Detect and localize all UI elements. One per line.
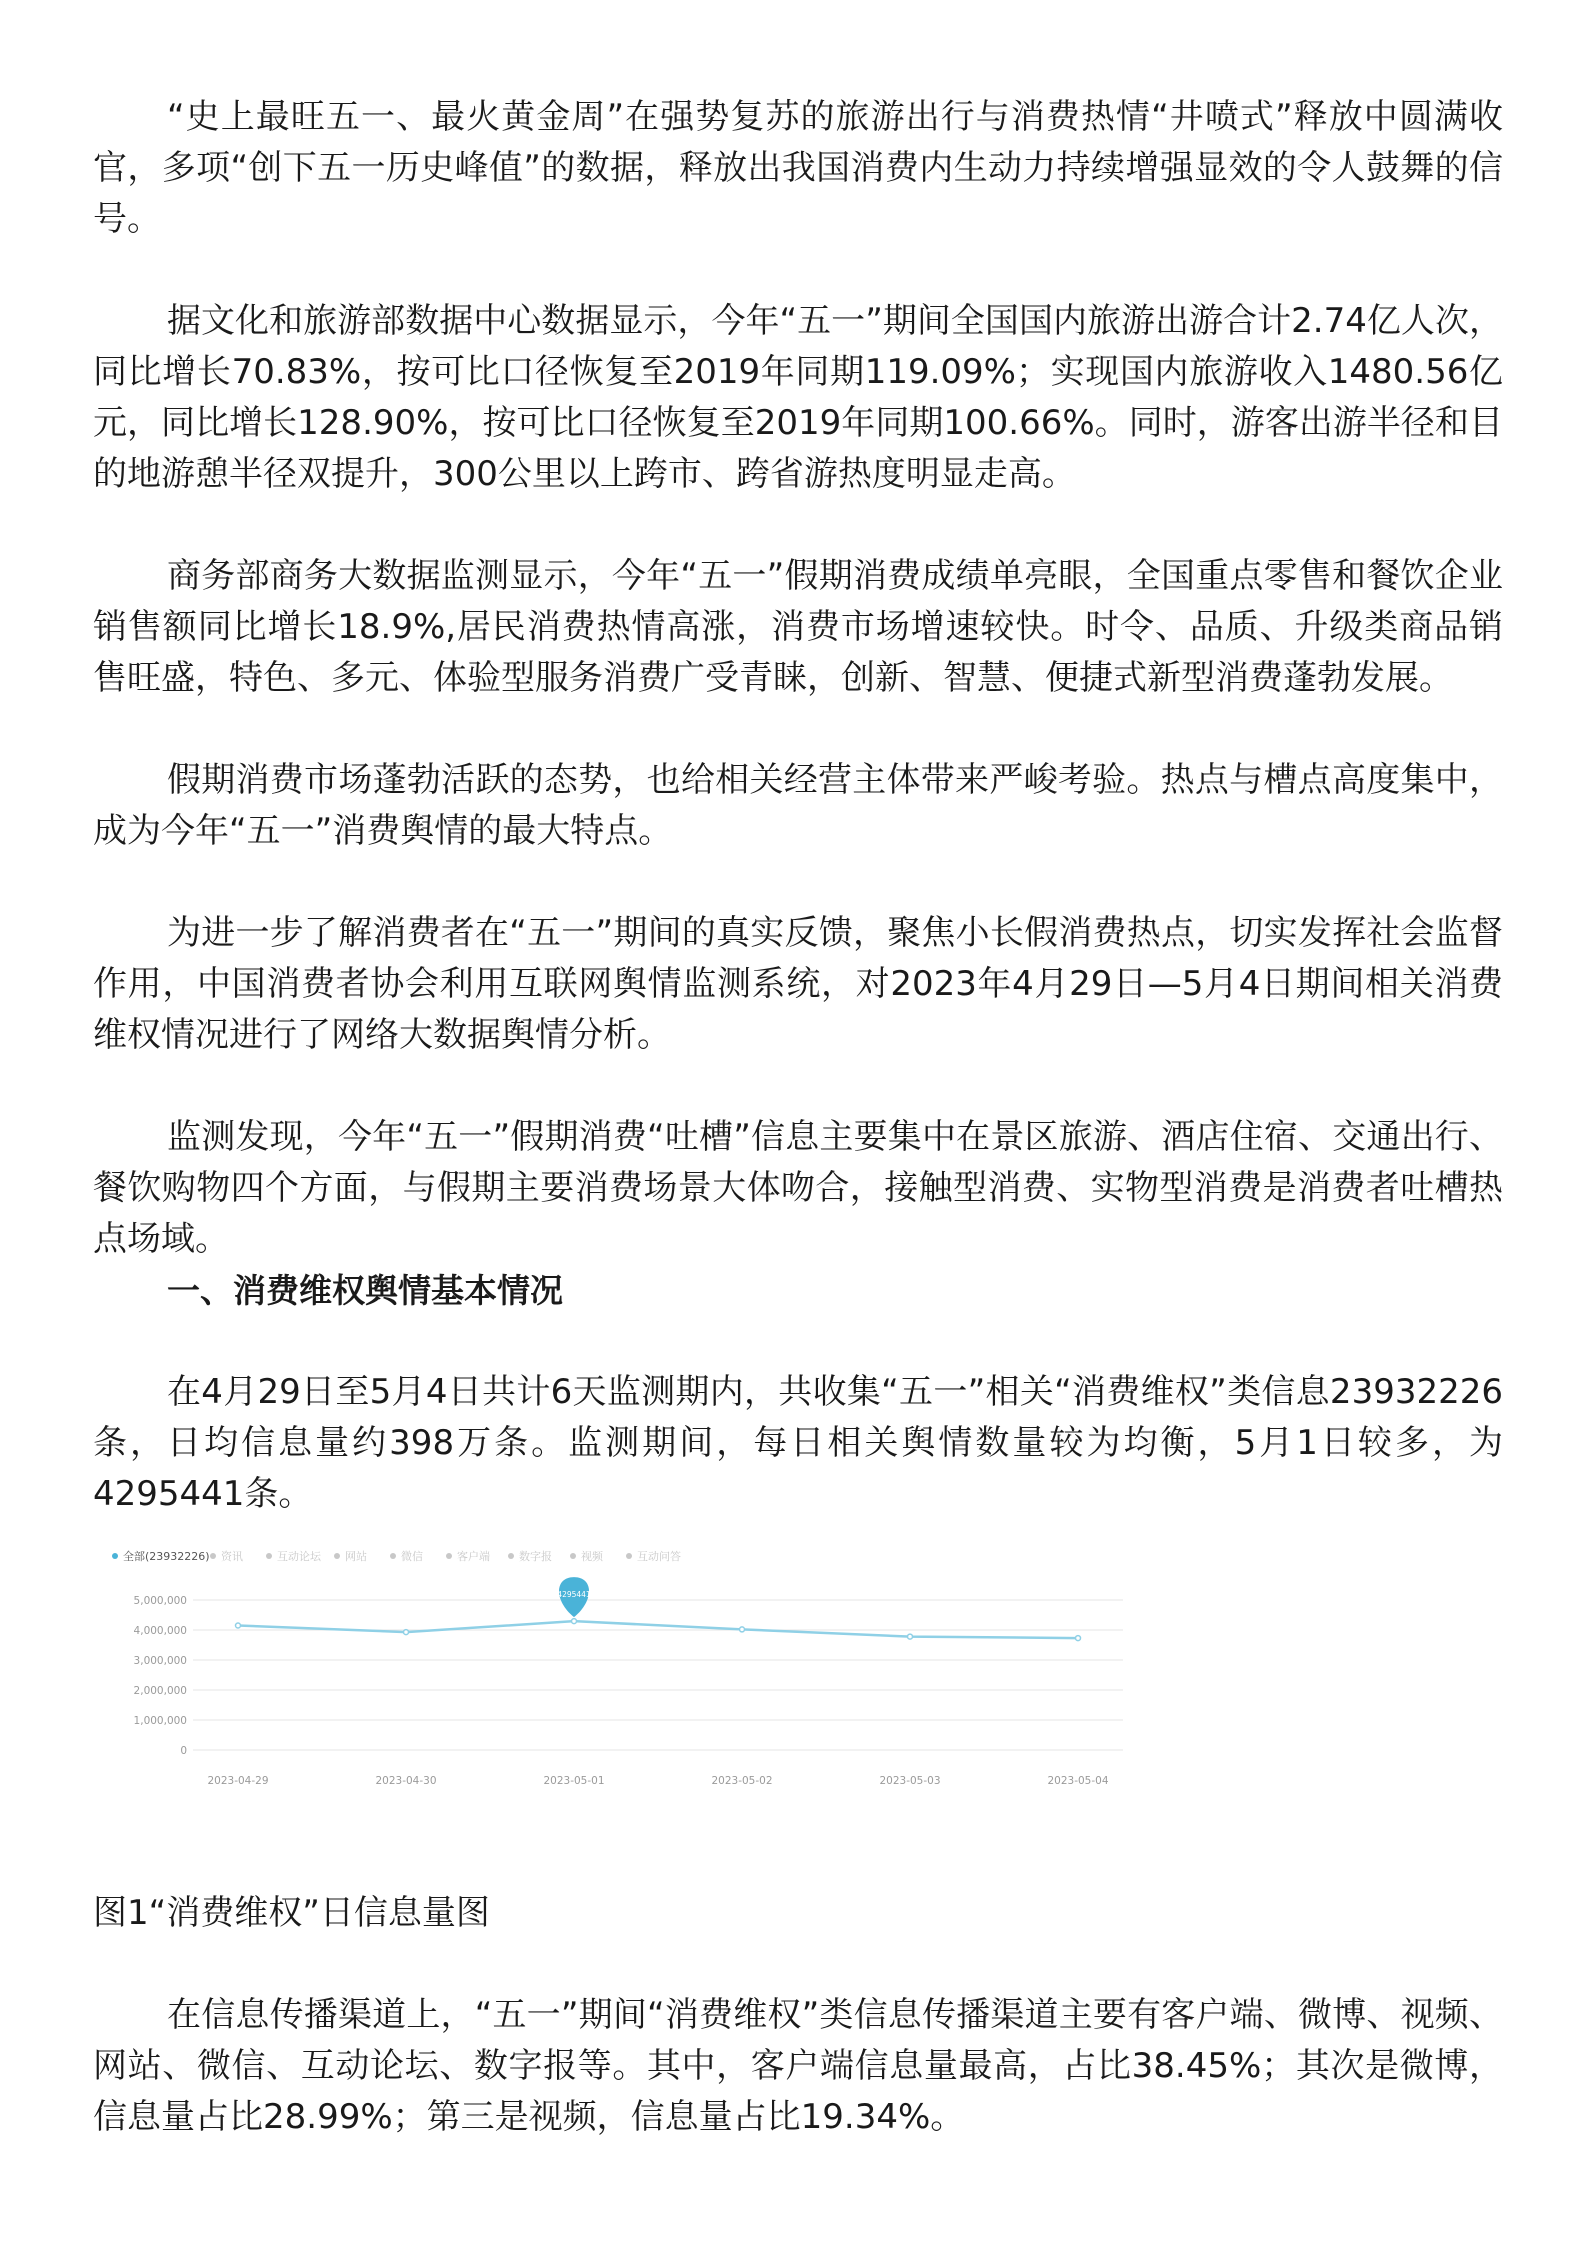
chart-gridlines — [193, 1600, 1123, 1750]
x-tick-label-1: 2023-04-30 — [375, 1775, 437, 1787]
y-tick-label-0: 5,000,000 — [133, 1595, 187, 1607]
section-heading: 一、消费维权舆情基本情况 — [167, 1271, 563, 1310]
x-tick-label-4: 2023-05-03 — [879, 1775, 941, 1787]
x-tick-label-0: 2023-04-29 — [207, 1775, 269, 1787]
chart-x-ticks — [207, 1775, 1108, 1787]
x-tick-label-2: 2023-05-01 — [543, 1775, 605, 1787]
legend-label-4: 微信 — [401, 1550, 423, 1563]
legend-dot-1 — [210, 1553, 216, 1559]
y-tick-label-3: 2,000,000 — [133, 1685, 187, 1697]
y-tick-label-5: 0 — [180, 1745, 187, 1757]
data-point-5 — [1076, 1636, 1081, 1641]
data-point-0 — [236, 1623, 241, 1628]
y-tick-label-2: 3,000,000 — [133, 1655, 187, 1667]
paragraph-daily-volume: 在4月29日至5月4日共计6天监测期内，共收集“五一”相关“消费维权”类信息23932226条，日均信息量约398万条。监测期间，每日相关舆情数量较为均衡，5月1日较多，为4295441条。 — [93, 1372, 1503, 1514]
y-tick-label-4: 1,000,000 — [133, 1715, 187, 1727]
chart-y-ticks — [134, 1595, 187, 1757]
paragraph-market-pressure: 假期消费市场蓬勃活跃的态势，也给相关经营主体带来严峻考验。热点与槽点高度集中，成为今年“五一”消费舆情的最大特点。 — [93, 760, 1503, 851]
legend-label-1: 资讯 — [221, 1550, 243, 1563]
data-point-4 — [908, 1634, 913, 1639]
legend-label-0: 全部(23932226) — [123, 1550, 210, 1563]
legend-dot-4 — [390, 1553, 396, 1559]
legend-label-8: 互动问答 — [637, 1550, 681, 1563]
daily-volume-chart — [93, 1538, 1218, 1878]
data-point-2 — [572, 1619, 577, 1624]
paragraph-channels: 在信息传播渠道上，“五一”期间“消费维权”类信息传播渠道主要有客户端、微博、视频、网站、微信、互动论坛、数字报等。其中，客户端信息量最高，占比38.45%；其次是微博，信息量占比28.99%；第三是视频，信息量占比19.34%。 — [93, 1995, 1503, 2137]
legend-label-3: 网站 — [345, 1550, 367, 1563]
data-point-3 — [740, 1627, 745, 1632]
x-tick-label-3: 2023-05-02 — [711, 1775, 773, 1787]
legend-dot-2 — [266, 1553, 272, 1559]
data-point-1 — [404, 1630, 409, 1635]
legend-dot-5 — [446, 1553, 452, 1559]
paragraph-commerce-data: 商务部商务大数据监测显示，今年“五一”假期消费成绩单亮眼，全国重点零售和餐饮企业销售额同比增长18.9%,居民消费热情高涨，消费市场增速较快。时令、品质、升级类商品销售旺盛，特色、多元、体验型服务消费广受青睐，创新、智慧、便捷式新型消费蓬勃发展。 — [93, 556, 1503, 698]
paragraph-monitoring-findings: 监测发现，今年“五一”假期消费“吐槽”信息主要集中在景区旅游、酒店住宿、交通出行、餐饮购物四个方面，与假期主要消费场景大体吻合，接触型消费、实物型消费是消费者吐槽热点场域。 — [93, 1117, 1503, 1259]
legend-dot-3 — [334, 1553, 340, 1559]
legend-label-2: 互动论坛 — [277, 1550, 321, 1563]
legend-dot-7 — [570, 1553, 576, 1559]
legend-label-6: 数字报 — [519, 1550, 552, 1563]
paragraph-tourism-data: 据文化和旅游部数据中心数据显示，今年“五一”期间全国国内旅游出游合计2.74亿人次，同比增长70.83%，按可比口径恢复至2019年同期119.09%；实现国内旅游收入1480.56亿元，同比增长128.90%，按可比口径恢复至2019年同期100.66%。同时，游客出游半径和目的地游憩半径双提升，300公里以上跨市、跨省游热度明显走高。 — [93, 301, 1503, 494]
chart-legend — [112, 1549, 681, 1563]
legend-dot-6 — [508, 1553, 514, 1559]
x-tick-label-5: 2023-05-04 — [1047, 1775, 1109, 1787]
legend-label-5: 客户端 — [457, 1550, 490, 1563]
y-tick-label-1: 4,000,000 — [133, 1625, 187, 1637]
legend-dot-8 — [626, 1553, 632, 1559]
paragraph-monitoring-purpose: 为进一步了解消费者在“五一”期间的真实反馈，聚焦小长假消费热点，切实发挥社会监督作用，中国消费者协会利用互联网舆情监测系统，对2023年4月29日—5月4日期间相关消费维权情况进行了网络大数据舆情分析。 — [93, 913, 1503, 1055]
chart-peak-marker — [557, 1577, 591, 1617]
legend-label-7: 视频 — [581, 1550, 603, 1563]
peak-label: 4295441 — [557, 1590, 591, 1600]
chart-svg — [93, 1538, 1218, 1878]
legend-dot-0 — [112, 1553, 118, 1559]
document-body — [93, 92, 1503, 2143]
paragraph-intro: “史上最旺五一、最火黄金周”在强势复苏的旅游出行与消费热情“井喷式”释放中圆满收官，多项“创下五一历史峰值”的数据，释放出我国消费内生动力持续增强显效的令人鼓舞的信号。 — [93, 97, 1503, 239]
figure-caption: 图1“消费维权”日信息量图 — [93, 1893, 490, 1933]
